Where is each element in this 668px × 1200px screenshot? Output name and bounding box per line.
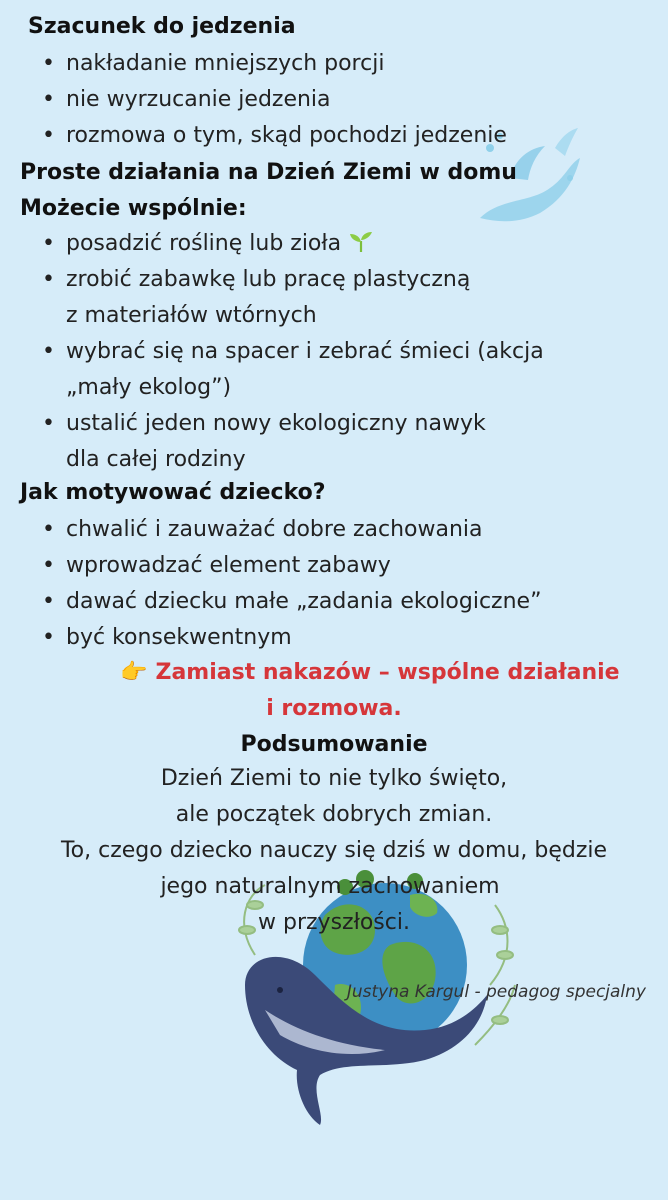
seedling-icon	[348, 231, 374, 253]
highlight-line-1: 👉 Zamiast nakazów – wspólne działanie	[120, 660, 620, 685]
summary-heading: Podsumowanie	[240, 732, 428, 757]
section-heading-earth-day-actions: Proste działania na Dzień Ziemi w domu	[20, 160, 517, 185]
highlight-line-2: i rozmowa.	[266, 696, 402, 721]
bullet-icon: •	[42, 267, 55, 292]
summary-line: jego naturalnym zachowaniem	[160, 874, 500, 899]
author-signature: Justyna Kargul - pedagog specjalny	[346, 982, 646, 1002]
pointing-hand-icon: 👉	[120, 660, 148, 685]
section-heading-food-respect: Szacunek do jedzenia	[28, 14, 296, 39]
bullet-icon: •	[42, 339, 55, 364]
summary-line: Dzień Ziemi to nie tylko święto,	[160, 766, 508, 791]
section-heading-motivation: Jak motywować dziecko?	[20, 480, 326, 505]
summary-line: To, czego dziecko nauczy się dziś w domu, będzie	[60, 838, 608, 863]
section-subheading-together: Możecie wspólnie:	[20, 196, 247, 221]
bullet-icon: •	[42, 231, 55, 256]
bullet-icon: •	[42, 625, 55, 650]
bullet-icon: •	[42, 87, 55, 112]
bullet-icon: •	[42, 589, 55, 614]
flyer-page: Szacunek do jedzenia • nakładanie mniejszych porcji • nie wyrzucanie jedzenia • rozmowa o tym, skąd pochodzi jedzenie Proste działania na Dzień Ziemi w domu Możecie wspólnie: • posadzić roślinę lub zioła • zrobić zabawkę lub pracę plastyczną z materiałów wtórnych • wybrać się na spacer i zebrać śmieci (akcja „mały ekolog”) • ustalić jeden nowy ekologiczny nawyk dla całej rodziny Jak motywować dziecko? • chwalić i zauważać dobre zachowania • wprowadzać element zabawy • dawać dziecku małe „zadania ekologiczne” • być konsekwentnym 👉 Zamiast nakazów – wspólne działanie i rozmowa. Podsumowanie Dzień Ziemi to nie tylko święto, ale początek dobrych zmian. To, czego dziecko nauczy się dziś w domu, będzie jego naturalnym zachowaniem w przyszłości. Justyna Kargul - pedagog specjalny	[0, 0, 668, 1200]
summary-line: w przyszłości.	[258, 910, 410, 935]
bullet-icon: •	[42, 517, 55, 542]
bullet-icon: •	[42, 411, 55, 436]
bullet-icon: •	[42, 51, 55, 76]
bullet-icon: •	[42, 123, 55, 148]
bullet-icon: •	[42, 553, 55, 578]
summary-line: ale początek dobrych zmian.	[175, 802, 493, 827]
